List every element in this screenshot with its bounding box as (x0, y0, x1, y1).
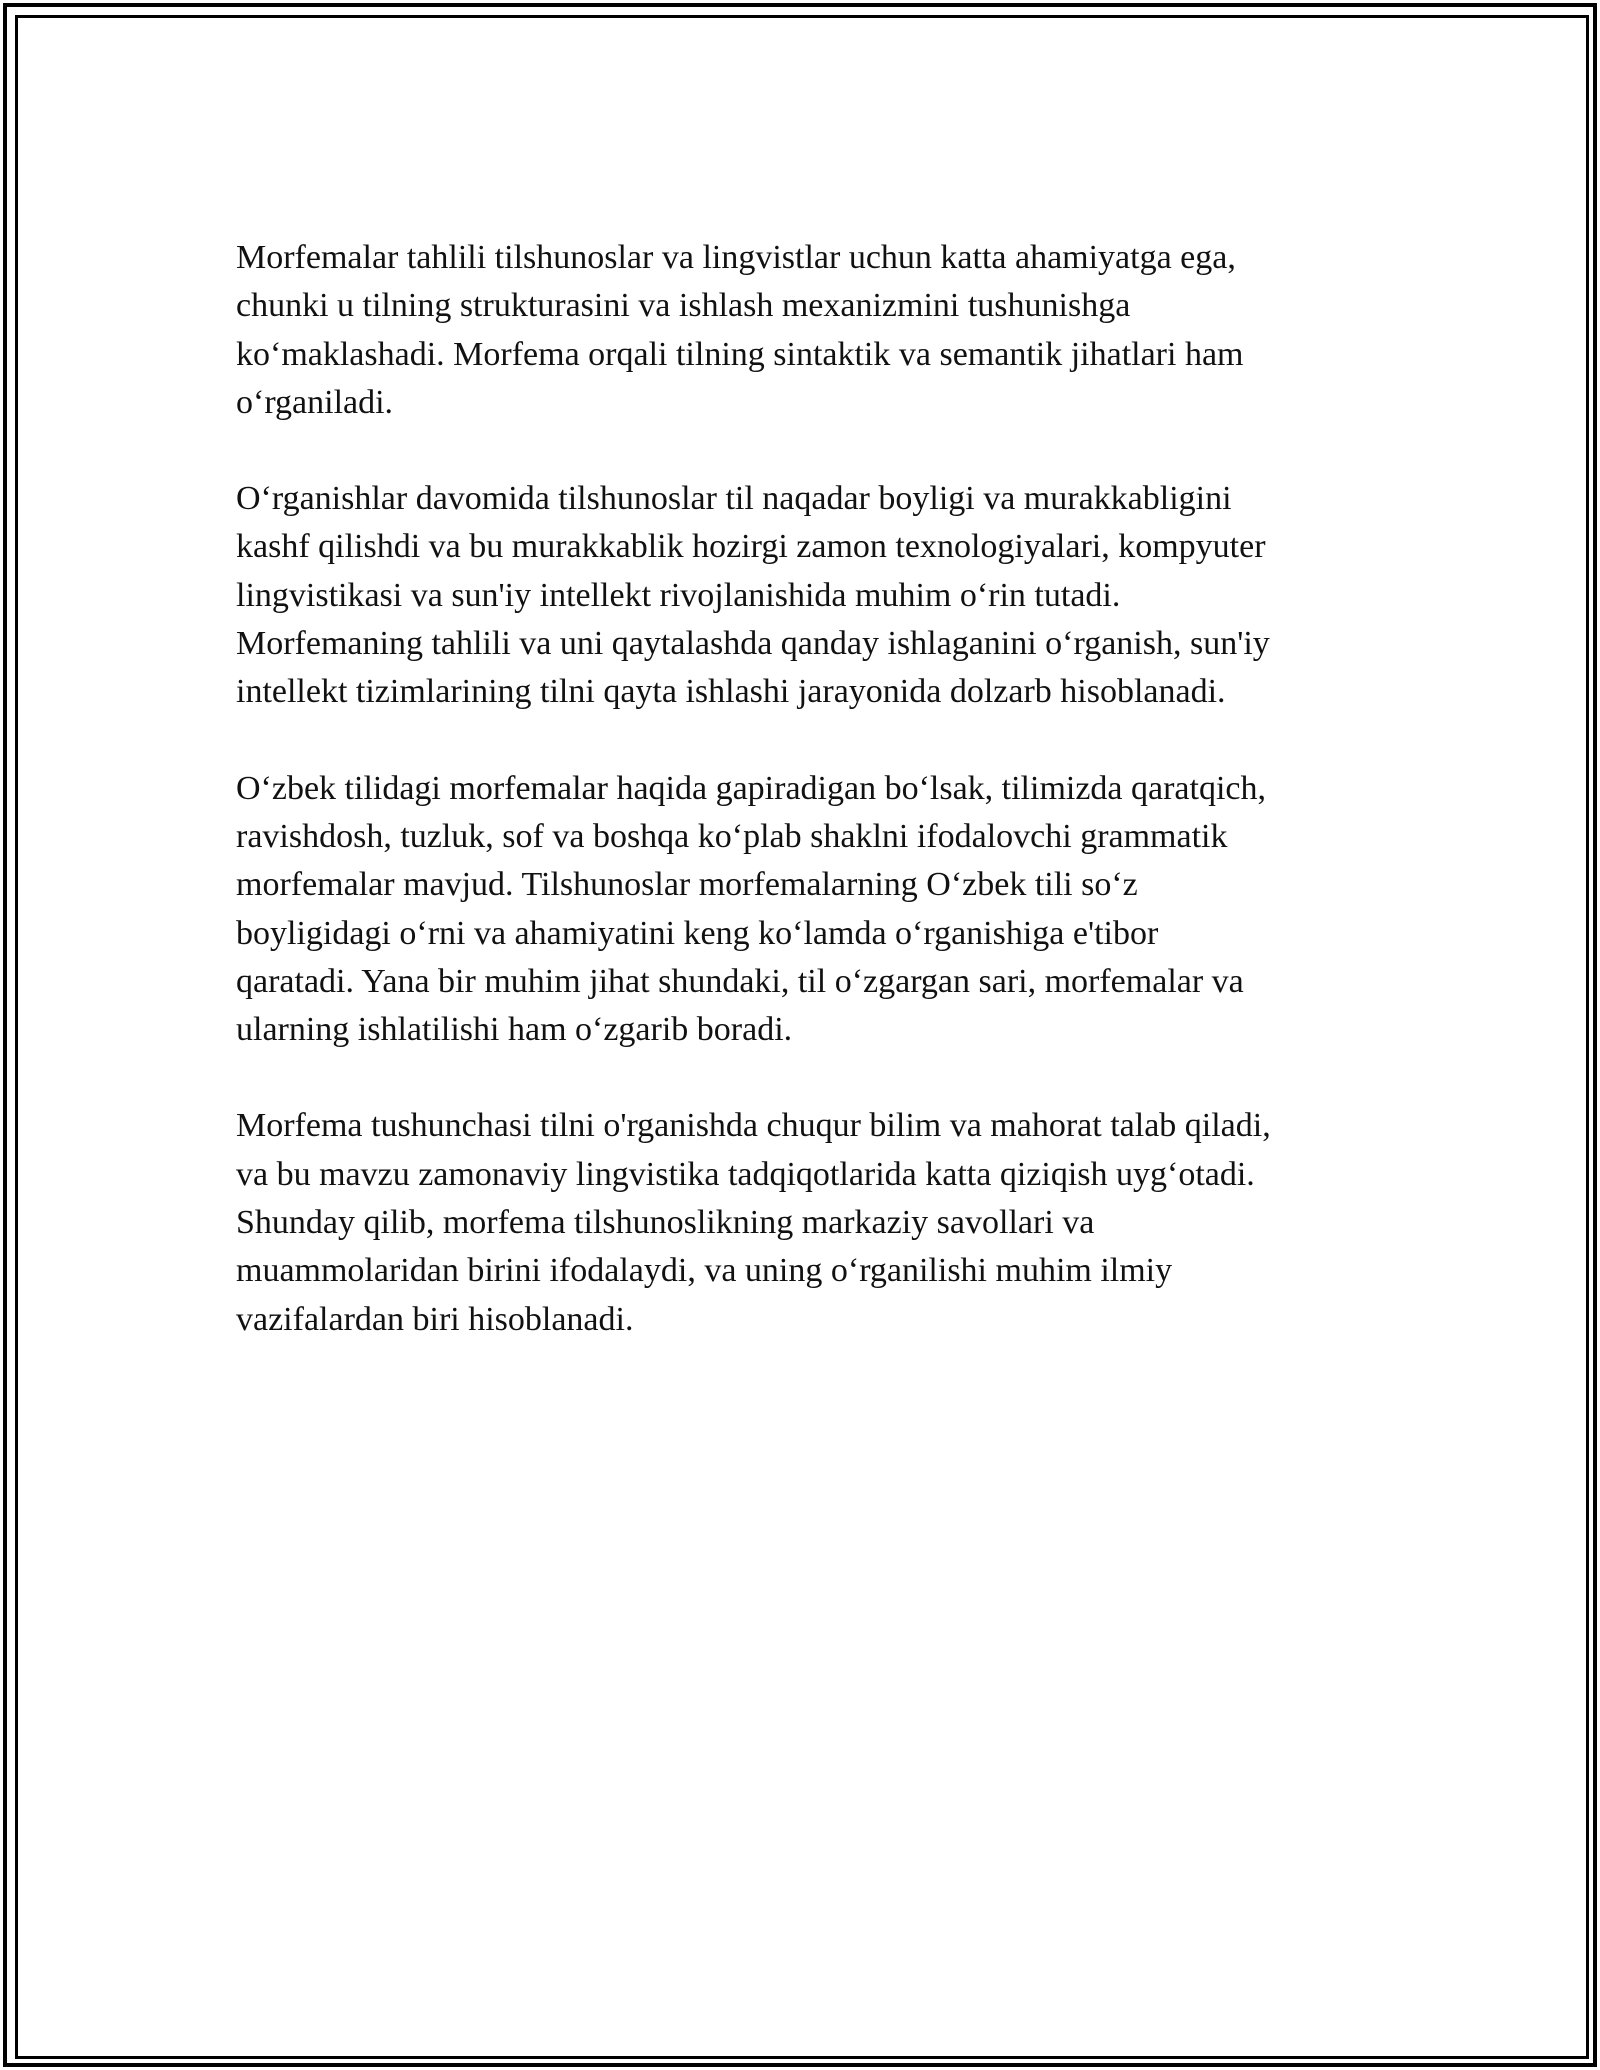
paragraph-3: O‘zbek tilidagi morfemalar haqida gapiradigan bo‘lsak, tilimizda qaratqich, ravishdosh, tuzluk, sof va boshqa ko‘plab shaklni ifodalovchi grammatik morfemalar mavjud. Tilshunoslar morfemalarning O‘zbek tili so‘z boyligidagi o‘rni va ahamiyatini keng ko‘lamda o‘rganishiga e'tibor qaratadi. Yana bir muhim jihat shundaki, til o‘zgargan sari, morfemalar va ularning ishlatilishi ham o‘zgarib boradi. (236, 769, 1267, 1049)
paragraph-4: Morfema tushunchasi tilni o'rganishda chuqur bilim va mahorat talab qiladi, va bu mavzu zamonaviy lingvistika tadqiqotlarida katta qiziqish uyg‘otadi. Shunday qilib, morfema tilshunoslikning markaziy savollari va muammolaridan birini ifodalaydi, va uning o‘rganilishi muhim ilmiy vazifalardan biri hisoblanadi. (236, 1107, 1271, 1338)
paragraph-2: O‘rganishlar davomida tilshunoslar til naqadar boyligi va murakkabligini kashf qilishdi va bu murakkablik hozirgi zamon texnologiyalari, kompyuter lingvistikasi va sun'iy intellekt rivojlanishida muhim o‘rin tutadi. Morfemaning tahlili va uni qaytalashda qanday ishlaganini o‘rganish, sun'iy intellekt tizimlarining tilni qayta ishlashi jarayonida dolzarb hisoblanadi. (236, 480, 1270, 711)
paragraph-1: Morfemalar tahlili tilshunoslar va lingvistlar uchun katta ahamiyatga ega, chunki u tilning strukturasini va ishlash mexanizmini tushunishga ko‘maklashadi. Morfema orqali tilning sintaktik va semantik jihatlari ham o‘rganiladi. (236, 239, 1244, 421)
document-body (236, 234, 1376, 1392)
